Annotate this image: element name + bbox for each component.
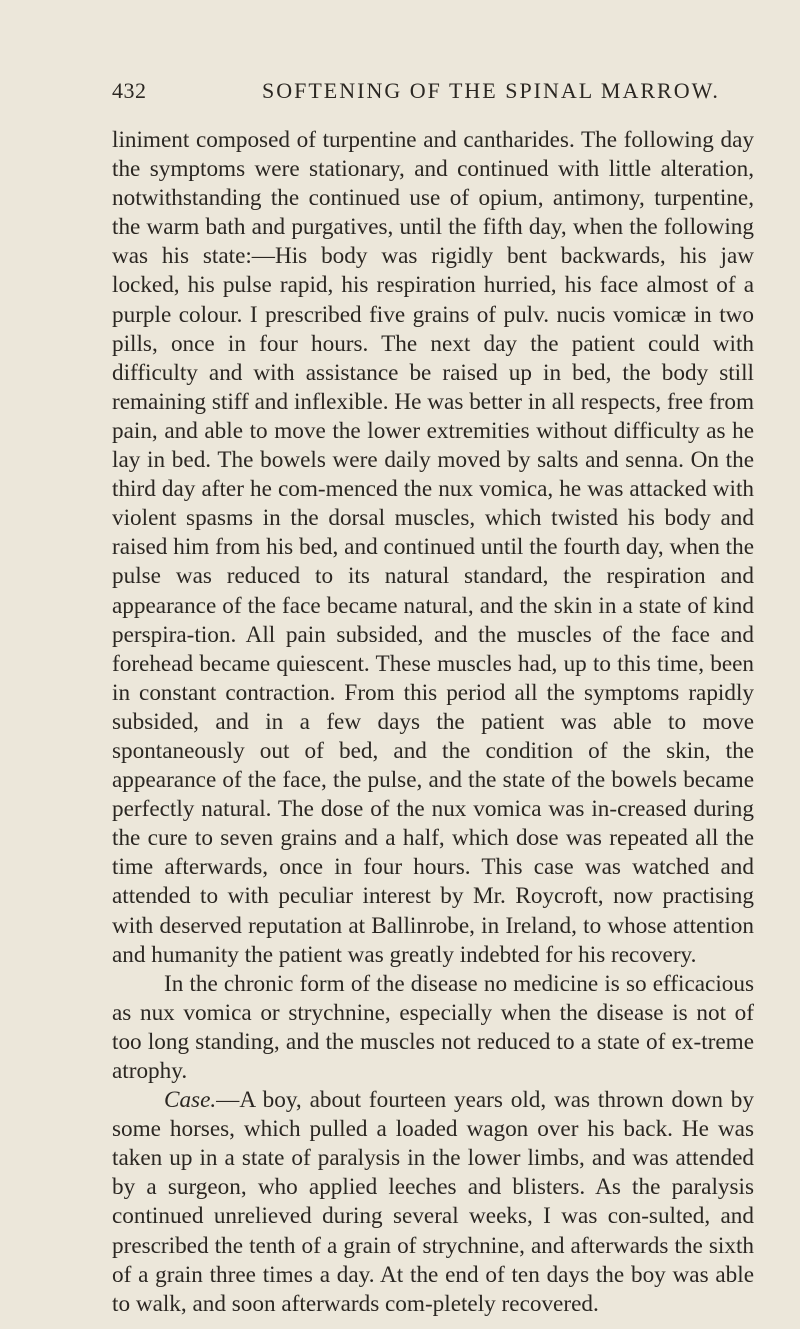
case-text: —A boy, about fourteen years old, was thrown down by some horses, which pulled a loaded wagon over his back. He was taken up in a state of paralysis in the lower limbs, and was attended by a surgeon, who applied leeches and blisters. As the paralysis continued unrelieved during several weeks, I was con-sulted, and prescribed the tenth of a grain of strychnine, and afterwards the sixth of a grain three times a day. At the end of ten days the boy was able to walk, and soon afterwards com-pletely recovered.	[112, 1087, 754, 1317]
body-text	[112, 126, 754, 1319]
paragraph-case	[112, 1086, 754, 1319]
paragraph-continued: liniment composed of turpentine and cantharides. The following day the symptoms were stationary, and continued with little alteration, notwithstanding the continued use of opium, antimony, turpentine, the warm bath and purgatives, until the fifth day, when the following was his state:—His body was rigidly bent backwards, his jaw locked, his pulse rapid, his respiration hurried, his face almost of a purple colour. I prescribed five grains of pulv. nucis vomicæ in two pills, once in four hours. The next day the patient could with difficulty and with assistance be raised up in bed, the body still remaining stiff and inflexible. He was better in all respects, free from pain, and able to move the lower extremities without difficulty as he lay in bed. The bowels were daily moved by salts and senna. On the third day after he com-menced the nux vomica, he was attacked with violent spasms in the dorsal muscles, which twisted his body and raised him from his bed, and continued until the fourth day, when the pulse was reduced to its natural standard, the respiration and appearance of the face became natural, and the skin in a state of kind perspira-tion. All pain subsided, and the muscles of the face and forehead became quiescent. These muscles had, up to this time, been in constant contraction. From this period all the symptoms rapidly subsided, and in a few days the patient was able to move spontaneously out of bed, and the condition of the skin, the appearance of the face, the pulse, and the state of the bowels became perfectly natural. The dose of the nux vomica was in-creased during the cure to seven grains and a half, which dose was repeated all the time afterwards, once in four hours. This case was watched and attended to with peculiar interest by Mr. Roycroft, now practising with deserved reputation at Ballinrobe, in Ireland, to whose attention and humanity the patient was greatly indebted for his recovery.	[112, 127, 754, 968]
page-number: 432	[112, 78, 147, 103]
running-title: SOFTENING OF THE SPINAL MARROW.	[262, 78, 720, 103]
running-head	[112, 78, 752, 108]
paragraph-chronic-form: In the chronic form of the disease no medicine is so efficacious as nux vomica or strychnine, especially when the disease is not of too long standing, and the muscles not reduced to a state of ex-treme atrophy.	[112, 970, 754, 1084]
case-label: Case.	[164, 1087, 217, 1114]
